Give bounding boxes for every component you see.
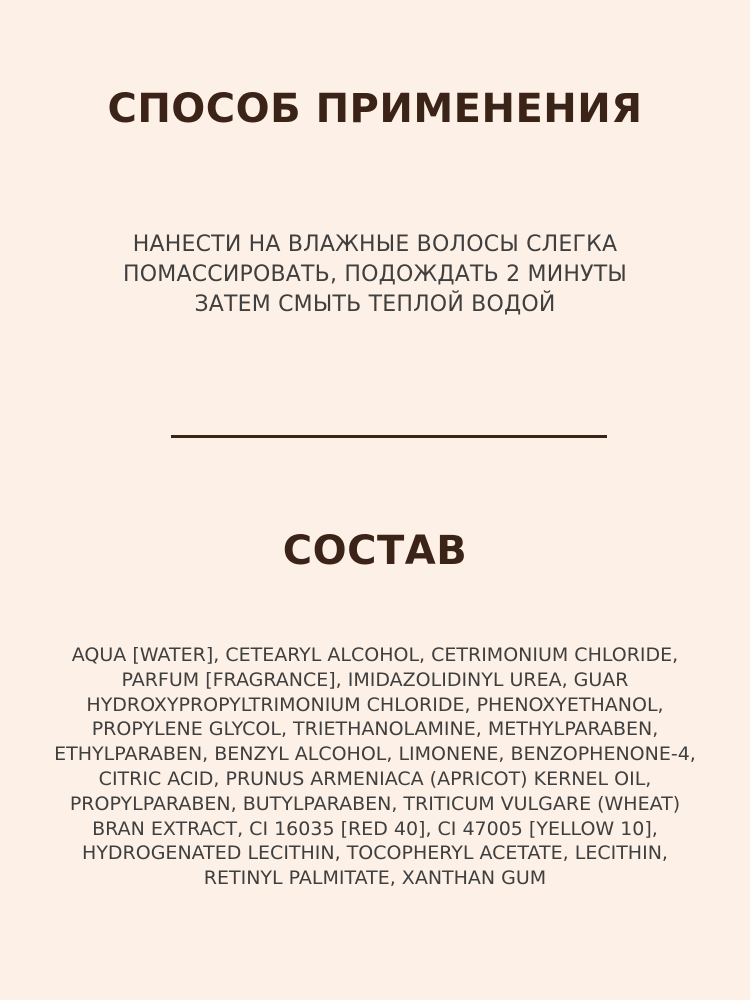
section-divider — [171, 435, 607, 438]
ingredients-line: BRAN EXTRACT, CI 16035 [RED 40], CI 47005 [YELLOW 10], — [92, 817, 658, 840]
usage-line: НАНЕСТИ НА ВЛАЖНЫЕ ВОЛОСЫ СЛЕГКА — [132, 232, 618, 257]
usage-line: ЗАТЕМ СМЫТЬ ТЕПЛОЙ ВОДОЙ — [194, 292, 556, 317]
composition-heading: СОСТАВ — [282, 528, 468, 574]
ingredients-line: CITRIC ACID, PRUNUS ARMENIACA (APRICOT) KERNEL OIL, — [98, 767, 652, 790]
ingredients-line: AQUA [WATER], CETEARYL ALCOHOL, CETRIMONIUM CHLORIDE, — [71, 644, 679, 666]
ingredients-line: PROPYLPARABEN, BUTYLPARABEN, TRITICUM VULGARE (WHEAT) — [69, 792, 681, 815]
usage-heading: СПОСОБ ПРИМЕНЕНИЯ — [107, 86, 643, 132]
ingredients-list — [0, 643, 750, 891]
ingredients-line: PROPYLENE GLYCOL, TRIETHANOLAMINE, METHYLPARABEN, — [91, 718, 659, 741]
usage-instructions — [0, 230, 750, 320]
ingredients-line: HYDROXYPROPYLTRIMONIUM CHLORIDE, PHENOXYETHANOL, — [86, 693, 664, 716]
ingredients-line: PARFUM [FRAGRANCE], IMIDAZOLIDINYL UREA, GUAR — [121, 668, 629, 691]
ingredients-line: RETINYL PALMITATE, XANTHAN GUM — [203, 867, 547, 890]
ingredients-line: ETHYLPARABEN, BENZYL ALCOHOL, LIMONENE, BENZOPHENONE-4, — [54, 743, 696, 766]
ingredients-line: HYDROGENATED LECITHIN, TOCOPHERYL ACETATE, LECITHIN, — [82, 842, 668, 865]
usage-line: ПОМАССИРОВАТЬ, ПОДОЖДАТЬ 2 МИНУТЫ — [123, 262, 627, 287]
